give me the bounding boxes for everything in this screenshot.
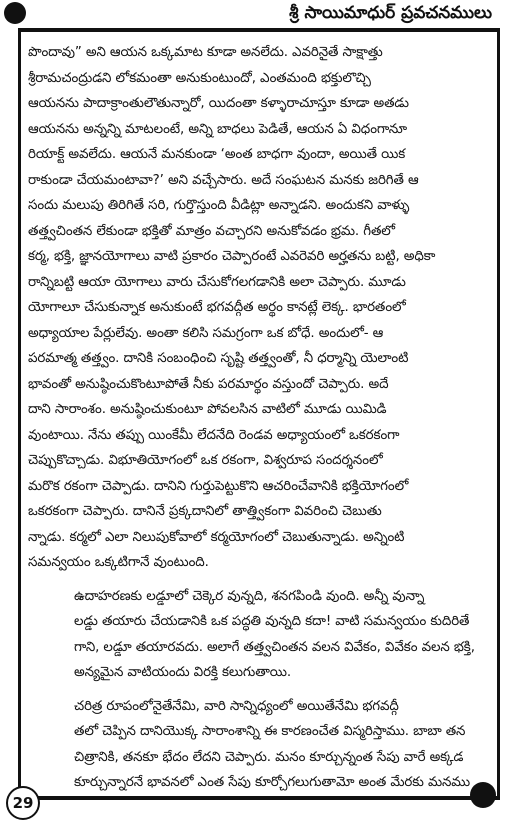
text-line: సమన్వయం ఒక్కటిగానే వుంటుంది. — [28, 555, 209, 570]
text-line: యోగాలూ చేసుకున్నాక అనుకుంటే భగవద్గీత అర్థం కానట్లే లెక్క. భారతంలో — [28, 300, 406, 315]
text-line: భావంతో అనుష్ఠించుకొంటూపోతే నీకు పరమార్థం వస్తుందో చెప్పారు. అదే — [28, 376, 389, 392]
running-title: శ్రీ సాయిమాధుర్ ప్రవచనములు — [289, 3, 492, 23]
text-line: చిత్రానికి, తనకూ భేదం లేదని చెప్పారు. మనం కూర్చున్నంత సేపు వారే అక్కడ — [74, 749, 464, 765]
text-line: చెప్పుకొచ్చాడు. విభూతియోగంలో ఒక రకంగా, విశ్వరూప సందర్శనంలో — [28, 453, 383, 468]
text-line: సందు మలుపు తిరిగితే సరి, గుర్తొస్తుంది వీడిట్లా అన్నాడని. అందుకని వాళ్ళు — [28, 198, 410, 213]
text-line: రియాక్ట్ అవలేదు. ఆయనే మనకుండా ‘అంత బాధగా వుందా, అయితే యిక — [28, 147, 406, 162]
header-rule — [18, 28, 500, 32]
text-line: ఉదాహరణకు లడ్డూలో చెక్కెర వున్నది, శనగపిండి వుంది. అన్నీ వున్నా — [74, 588, 425, 604]
text-line: పరమాత్మ తత్త్వం. దానికి సంబంధించి సృష్టి తత్త్వంతో, నీ ధర్మాన్ని యెలాంటి — [28, 351, 409, 366]
text-line: వుంటాయి. నేను తప్పు యింకేమీ లేదనేది రెండవ అధ్యాయంలో ఒకరకంగా — [28, 427, 400, 443]
text-line: దాని సారాంశం. అనుష్ఠించుకుంటూ పోవలసిన వాటిలో మూడు యిమిడి — [28, 402, 387, 417]
text-line: అన్యమైన వాటియందు విరక్తి కలుగుతాయి. — [74, 665, 292, 680]
text-line: శ్రీరామచంద్రుడని లోకమంతా అనుకుంటుందో, ఎంతమంది భక్తులొచ్చి — [28, 70, 371, 86]
body-text — [28, 40, 490, 796]
footer-rule — [18, 796, 500, 800]
text-line: ఆయనను అన్నన్ని మాటలంటే, అన్ని బాధలు పెడితే, ఆయన ఏ విధంగానూ — [28, 121, 407, 137]
text-line: లడ్డు తయారు చేయడానికి ఒక పద్ధతి వున్నది కదా! వాటి సమన్వయం కుదిరితే — [74, 614, 470, 629]
text-line: తత్త్వచింతన లేకుండా భక్తితో మాత్రం వచ్చారని అనుకోవడం భ్రమ. గీతలో — [28, 223, 395, 239]
text-line: ఒకరకంగా చెప్పారు. దానినే ప్రక్కదానిలో తాత్త్వికంగా వివరించి చెబుతు — [28, 504, 382, 519]
page-header — [0, 0, 520, 36]
text-line: మరొక రకంగా చెప్పాడు. దానిని గుర్తుపెట్టుకొని ఆచరించేవానికి భక్తియోగంలో — [28, 478, 409, 494]
text-line: తలో చెప్పిన దానియొక్క సారాంశాన్ని ఈ కారణంచేత విస్మరిస్తాము. బాబా తన — [74, 724, 466, 739]
footer-ornament-dot — [470, 782, 496, 808]
text-line: గాని, లడ్డూ తయారవదు. అలాగే తత్త్వచింతన వలన వివేకం, వివేకం వలన భక్తి, — [74, 639, 475, 655]
header-ornament-dot — [4, 2, 26, 24]
text-line: పొందావు” అని ఆయన ఒక్కమాట కూడా అనలేదు. ఎవరినైతే సాక్షాత్తు — [28, 45, 383, 60]
text-line: కర్మ, భక్తి, జ్ఞానయోగాలు వాటి ప్రకారం చెప్పారంటే ఎవరెవరి అర్హతను బట్టి, అధికా — [28, 249, 436, 264]
text-line: కూర్చున్నారనే భావనలో ఎంత సేపు కూర్చోగలుగుతామో అంత మేరకు మనము — [74, 775, 471, 790]
text-line: అధ్యాయాల పేర్లులేవు. అంతా కలిసి సమగ్రంగా ఒక బోధే. అందులో- ఆ — [28, 325, 384, 341]
text-line: ఆయనను పాదాక్రాంతులౌతున్నారో, యిదంతా కళ్ళారాచూస్తూ కూడా అతడు — [28, 96, 409, 111]
text-line: రాన్నిబట్టి ఆయా యోగాలు వారు చేసుకోగలగడానికి అలా చెప్పారు. మూడు — [28, 274, 406, 290]
text-line: న్నాడు. కర్మలో ఎలా నిలుపుకోవాలో కర్మయోగంలో చెబుతున్నాడు. అన్నింటి — [28, 529, 405, 545]
left-border — [18, 28, 21, 798]
paragraph — [28, 40, 490, 576]
right-border — [497, 28, 500, 798]
paragraph — [28, 584, 490, 686]
page-number: 29 — [6, 786, 40, 820]
paragraph — [28, 694, 490, 796]
text-line: చరిత్ర రూపంలోనైతేనేమి, వారి సాన్నిధ్యంలో అయితేనేమి భగవద్గీ — [74, 698, 399, 714]
text-line: రాకుండా చేయమంటావా?’ అని వచ్చేసారు. అదే సంఘటన మనకు జరిగితే ఆ — [28, 172, 419, 188]
